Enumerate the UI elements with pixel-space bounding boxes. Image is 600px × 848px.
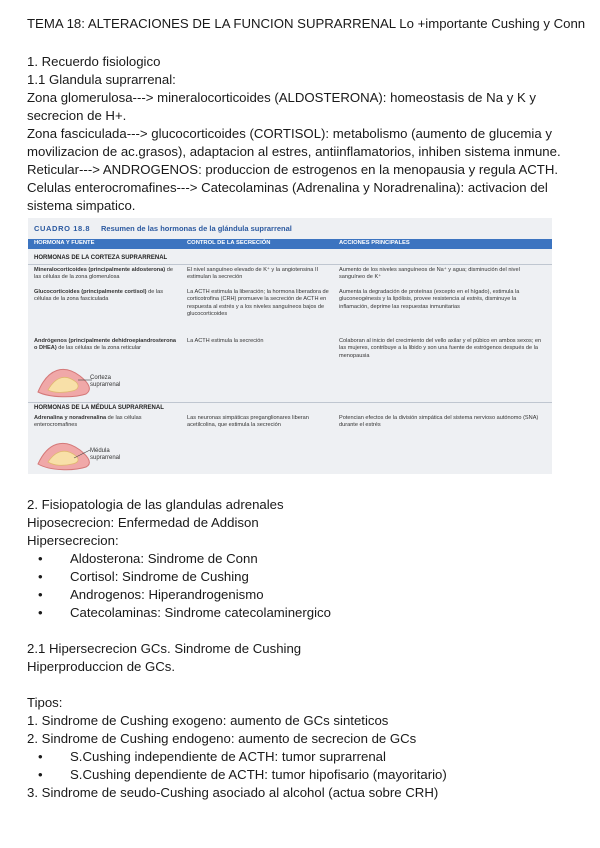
text-line: Hiposecrecion: Enfermedad de Addison [27, 515, 259, 530]
bullet-icon: • [38, 569, 43, 584]
section21-heading: 2.1 Hipersecrecion GCs. Sindrome de Cushing [27, 641, 302, 656]
table-cell-hormone: Adrenalina y noradrenalina de las células enterocromafines [34, 415, 142, 429]
bullet-icon: • [38, 767, 43, 782]
hormone-summary-table [28, 218, 552, 474]
table-cell-control: La ACTH estimula la liberación; la hormona liberadora de corticotrofina (CRH) promueve la secreción de ACTH en respuesta al estrés y a los niveles sanguíneos bajos de glucocorticoides [187, 289, 329, 318]
bullet-icon: • [38, 551, 43, 566]
text-line: Hipersecrecion: [27, 533, 119, 548]
header-actions: ACCIONES PRINCIPALES [339, 240, 410, 246]
medulla-section-heading: HORMONAS DE LA MÉDULA SUPRARRENAL [34, 405, 164, 411]
table-header-bar [28, 239, 552, 249]
text-line: Tipos: [27, 695, 63, 710]
text-line: sistema simpatico. [27, 198, 136, 213]
text-line: Hiperproduccion de GCs. [27, 659, 176, 674]
bullet-icon: • [38, 587, 43, 602]
table-title: Resumen de las hormonas de la glándula suprarrenal [101, 224, 292, 233]
table-cell-actions: Colaboran al inicio del crecimiento del vello axilar y el púbico en ambos sexos; en las mujeres, contribuye a la libido y son una fuente de estrógenos después de la menopausia [339, 338, 542, 359]
divider [28, 264, 552, 265]
list-item: Androgenos: Hiperandrogenismo [70, 587, 264, 602]
bullet-icon: • [38, 749, 43, 764]
table-cell-control: El nivel sanguíneo elevado de K⁺ y la angiotensina II estimulan la secreción [187, 267, 319, 281]
divider [28, 402, 552, 403]
bullet-icon: • [38, 605, 43, 620]
text-line: Zona fasciculada---> glucocorticoides (CORTISOL): metabolismo (aumento de glucemia y [27, 126, 552, 141]
section1-heading: 1. Recuerdo fisiologico [27, 54, 161, 69]
list-item: S.Cushing dependiente de ACTH: tumor hipofisario (mayoritario) [70, 767, 447, 782]
cortex-label: Corteza suprarrenal [90, 375, 121, 388]
table-cell-control: La ACTH estimula la secreción [187, 338, 264, 344]
table-cell-control: Las neuronas simpáticas preganglionares liberan acetilcolina, que estimula la secreción [187, 415, 309, 429]
text-line: 1. Sindrome de Cushing exogeno: aumento de GCs sinteticos [27, 713, 389, 728]
list-item: Catecolaminas: Sindrome catecolaminergico [70, 605, 331, 620]
text-line: 3. Sindrome de seudo-Cushing asociado al alcohol (actua sobre CRH) [27, 785, 439, 800]
text-line: Zona glomerulosa---> mineralocorticoides (ALDOSTERONA): homeostasis de Na y K y [27, 90, 537, 105]
table-number: CUADRO 18.8 [34, 224, 91, 233]
table-cell-hormone: Mineralocorticoides (principalmente aldosterona) de las células de la zona glomerulosa [34, 267, 173, 281]
section2-heading: 2. Fisiopatologia de las glandulas adrenales [27, 497, 284, 512]
section1-subheading: 1.1 Glandula suprarrenal: [27, 72, 176, 87]
text-line: Reticular---> ANDROGENOS: produccion de estrogenos en la menopausia y regula ACTH. [27, 162, 559, 177]
list-item: S.Cushing independiente de ACTH: tumor suprarrenal [70, 749, 386, 764]
table-cell-actions: Aumenta la degradación de proteínas (excepto en el hígado), estimula la gluconeogénesis y la lipólisis, provee resistencia al estrés, disminuye la inflamación, deprime las respuestas inmunitarias [339, 289, 520, 310]
table-cell-hormone: Glucocorticoides (principalmente cortisol) de las células de la zona fasciculada [34, 289, 164, 303]
cortex-section-heading: HORMONAS DE LA CORTEZA SUPRARRENAL [34, 255, 168, 261]
text-line: movilizacion de ac.grasos), adaptacion al estres, antiinflamatorios, inhiben sistema inmune. [27, 144, 561, 159]
text-line: Celulas enterocromafines---> Catecolaminas (Adrenalina y Noradrenalina): activacion del [27, 180, 548, 195]
header-hormone: HORMONA Y FUENTE [34, 240, 95, 246]
medulla-label: Médula suprarrenal [90, 448, 121, 461]
list-item: Aldosterona: Sindrome de Conn [70, 551, 258, 566]
page-title: TEMA 18: ALTERACIONES DE LA FUNCION SUPRARRENAL Lo +importante Cushing y Conn [27, 16, 586, 31]
text-line: 2. Sindrome de Cushing endogeno: aumento de secrecion de GCs [27, 731, 417, 746]
table-cell-actions: Aumento de los niveles sanguíneos de Na⁺ y agua; disminución del nivel sanguíneo de K⁺ [339, 267, 520, 281]
list-item: Cortisol: Sindrome de Cushing [70, 569, 249, 584]
table-cell-hormone: Andrógenos (principalmente dehidroepiandrosterona o DHEA) de las células de la zona reticular [34, 338, 177, 352]
text-line: secrecion de H+. [27, 108, 127, 123]
header-control: CONTROL DE LA SECRECIÓN [187, 240, 271, 246]
table-cell-actions: Potencian efectos de la división simpática del sistema nervioso autónomo (SNA) durante el estrés [339, 415, 539, 429]
